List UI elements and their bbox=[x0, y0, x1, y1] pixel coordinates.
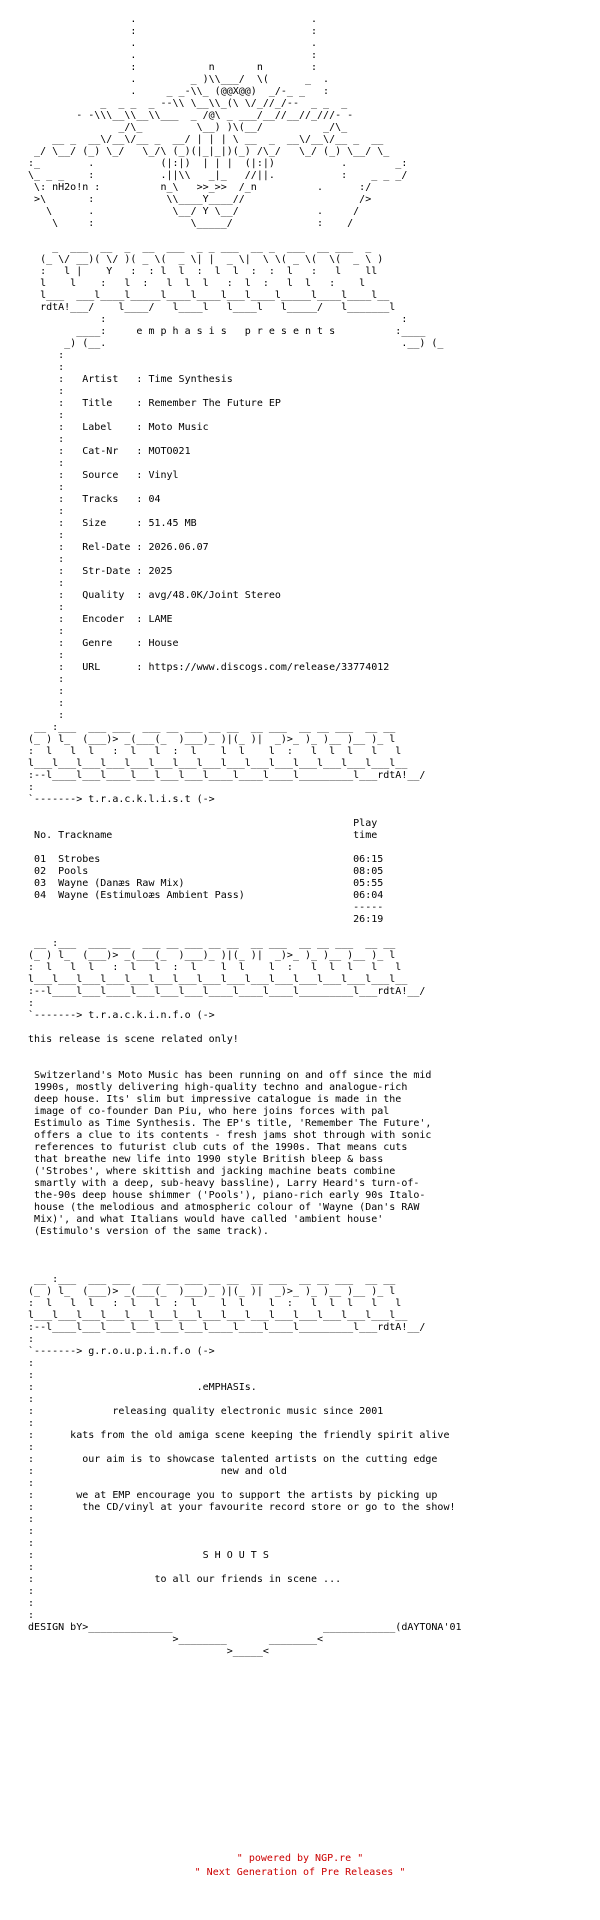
powered-by-text[interactable]: " powered by NGP.re " bbox=[236, 1853, 364, 1864]
footer-tagline: " Next Generation of Pre Releases " bbox=[194, 1867, 406, 1878]
powered-by-link[interactable] bbox=[0, 1852, 600, 1866]
nfo-text: . . : : . . . : : n n : . _ )\\___/ \( _ . . _ _-\\_ (@@X@@) _/-_ _ : _ _ _ _ --\\ \__\\_(\ \/_//_/-- _ _ _ - -\\\__\\__\\___ _ /@\ _ ___/__//__//_///- - _/\_ \__) )\(__/ _/\_ __ _ __\/__\/__ _ __/ | | | \ __ _ __\/__\/__ _ __ _/ \__/ (_) \_/ \_/\ (_)(|_|_|)(_) /\_/ \_/ (_) \__/ \_ :_ . (|:|) | | | (|:|) . _: \_ _ _ : .||\\ _|_ //||. : _ _ _/ \: nH2o!n : n_\ >>_>> /_n . :/ >\ : \\____Y____// /> \ . \__/ Y \__/ . / \ : \_____/ : / _ ___ __ _ __ ___ _ _ ___ __ _ ___ __ ___ _ (_ \/ __)( \/ )( _ \( _ \| | _ \| \ \( _ \( \( _ \ ) : l | Y : : l l : l l : : l : l ll l l : l : l l l : l : l l : l l___ ___l____l_____l____l____l___l____l_____l____l____l__ rdtA!___/ l____/ l____l l____l l_____/ l_______l : : ____: e m p h a s i s p r e s e n t s :____ _) (__. .__) (_ : : : Artist : Time Synthesis : : Title : Remember The Future EP : : Label : Moto Music : : Cat-Nr : MOTO021 : : Source : Vinyl : : Tracks : 04 : : Size : 51.45 MB : : Rel-Date : 2026.06.07 : : Str-Date : 2025 : : Quality : avg/48.0K/Joint Stereo : : Encoder : LAME : : Genre : House : : URL : https://www.discogs.com/release/33774012 : : : : __ :___ ___ ___ ___ __ ___ __ __ __ ___ __ __ ___ __ __ (_ ) l_ (___)> _(___(_ )___)_ )|(_ )| _)>_ )_ )__ )__ )_ l : l l l : l l : l l l l : l l l l l l___l___l___l___l___l___l___l___l___l___l___l___l___l___l___l__ :--l____l___l____l___l___l___l____l____l____l_________l___rdtA!__/ : `-------> t.r.a.c.k.l.i.s.t (-> Play No. Trackname time 01 Strobes 06:15 02 Pools 08:05 03 Wayne (Danæs Raw Mix) 05:55 04 Wayne (Estimuloæs Ambient Pass) 06:04 ----- 26:19 __ :___ ___ ___ ___ __ ___ __ __ __ ___ __ __ ___ __ __ (_ ) l_ (___)> _(___(_ )___)_ )|(_ )| _)>_ )_ )__ )__ )_ l : l l l : l l : l l l l : l l l l l l___l___l___l___l___l___l___l___l___l___l___l___l___l___l___l__ :--l____l___l____l___l___l___l____l____l____l_________l___rdtA!__/ : `-------> t.r.a.c.k.i.n.f.o (-> this release is scene related only! Switzerland's Moto Music has been running on and off since the mid 1990s, mostly delivering high-quality techno and analogue-rich deep house. Its' slim but impressive catalogue is made in the image of co-founder Dan Piu, who here joins forces with pal Estimulo as Time Synthesis. The EP's title, 'Remember The Future', offers a clue to its contents - fresh jams shot through with sonic references to futurist club cuts of the 1990s. That means cuts that breathe new life into 1990 style British bleep & bass ('Strobes', where skittish and jacking machine beats combine smartly with a deep, sub-heavy bassline), Larry Heard's turn-of- the-90s deep house shimmer ('Pools'), piano-rich early 90s Italo- house (the melodious and atmospheric colour of 'Wayne (Dan's RAW Mix)', and what Italians would have called 'ambient house' (Estimulo's version of the same track). __ :___ ___ ___ ___ __ ___ __ __ __ ___ __ __ ___ __ __ (_ ) l_ (___)> _(___(_ )___)_ )|(_ )| _)>_ )_ )__ )__ )_ l : l l l : l l : l l l l : l l l l l l___l___l___l___l___l___l___l___l___l___l___l___l___l___l___l__ :--l____l___l____l___l___l___l____l____l____l_________l___rdtA!__/ : `-------> g.r.o.u.p.i.n.f.o (-> : : : .eMPHASIs. : : releasing quality electronic music since 2001 : : kats from the old amiga scene keeping the friendly spirit alive : : our aim is to showcase talented artists on the cutting edge : new and old : : we at EMP encourage you to support the artists by picking up : the CD/vinyl at your favourite record store or go to the show! : : : : S H O U T S : : to all our friends in scene ... : : : dESIGN bY>______________ ____________(dAYTONA'01 >________ ________< >_____< bbox=[28, 14, 462, 1657]
footer bbox=[0, 1852, 600, 1880]
